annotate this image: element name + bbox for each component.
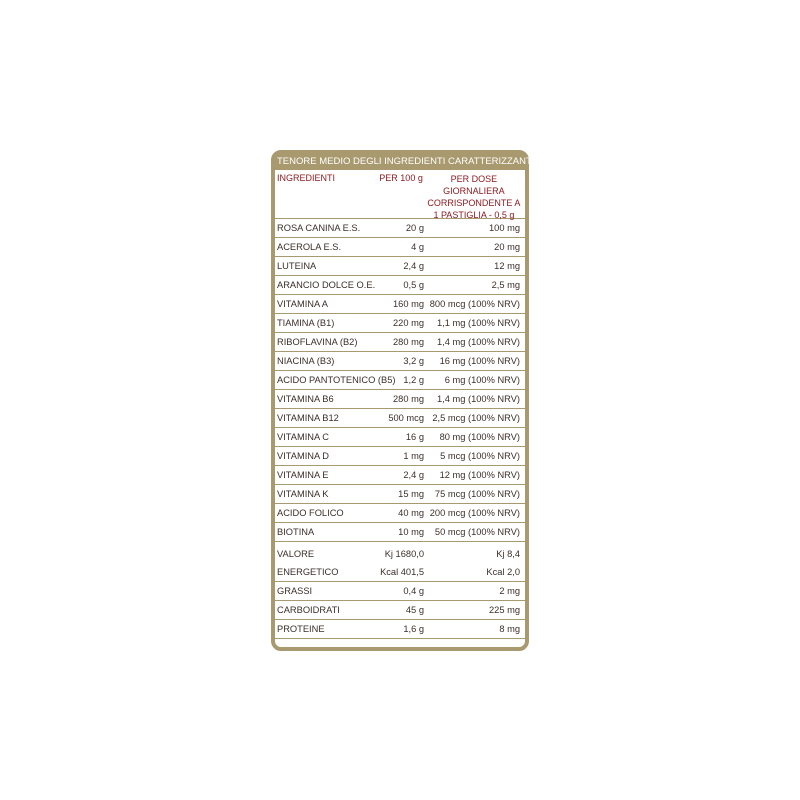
row-per100: 280 mg: [392, 394, 424, 404]
row-name: ACEROLA E.S.: [277, 242, 342, 252]
energy-rows: [275, 545, 525, 582]
row-per100: 3,2 g: [403, 356, 424, 366]
row-name: ARANCIO DOLCE O.E.: [277, 280, 376, 290]
row-dose: 75 mcg (100% NRV): [434, 489, 520, 499]
row-per100: 220 mg: [392, 318, 424, 328]
row-name: PROTEINE: [277, 624, 325, 634]
row-name: VITAMINA E: [277, 470, 329, 480]
row-name: ENERGETICO: [277, 567, 339, 577]
row-per100: 2,4 g: [403, 470, 424, 480]
table-row: [275, 219, 525, 238]
row-per100: 0,5 g: [403, 280, 424, 290]
row-dose: 50 mcg (100% NRV): [434, 527, 520, 537]
table-row: [275, 333, 525, 352]
row-name: CARBOIDRATI: [277, 605, 340, 615]
table-row: [275, 466, 525, 485]
table-row: [275, 257, 525, 276]
table-row: [275, 238, 525, 257]
table-row: [275, 447, 525, 466]
row-dose: 2,5 mcg (100% NRV): [432, 413, 520, 423]
row-per100: 160 mg: [392, 299, 424, 309]
row-dose: 2,5 mg: [491, 280, 520, 290]
row-dose: 12 mg: [494, 261, 520, 271]
ingredient-rows: [275, 219, 525, 542]
row-name: VITAMINA C: [277, 432, 329, 442]
row-dose: 8 mg: [499, 624, 520, 634]
row-per100: 1 mg: [403, 451, 424, 461]
row-per100: Kcal 401,5: [380, 567, 424, 577]
row-name: VITAMINA D: [277, 451, 329, 461]
table-row: [275, 390, 525, 409]
table-title: TENORE MEDIO DEGLI INGREDIENTI CARATTERIZZANTI: [275, 154, 525, 170]
table-row: [275, 620, 525, 639]
row-dose: Kj 8,4: [496, 549, 520, 559]
table-row: [275, 601, 525, 620]
table-row: [275, 504, 525, 523]
row-dose: 1,4 mg (100% NRV): [436, 337, 520, 347]
table-row: [275, 409, 525, 428]
row-per100: 16 g: [405, 432, 424, 442]
table-row: [275, 314, 525, 333]
row-dose: 20 mg: [494, 242, 520, 252]
row-name: VITAMINA B6: [277, 394, 334, 404]
row-per100: Kj 1680,0: [384, 549, 424, 559]
row-per100: 45 g: [405, 605, 424, 615]
row-per100: 15 mg: [398, 489, 424, 499]
row-per100: 40 mg: [398, 508, 424, 518]
table-row: [275, 428, 525, 447]
table-header: [275, 170, 525, 219]
table-row: [275, 352, 525, 371]
header-dose-line1: PER DOSE GIORNALIERA: [443, 174, 505, 196]
table-row: [275, 582, 525, 601]
header-dose: [423, 170, 525, 218]
header-dose-line3: 1 PASTIGLIA - 0,5 g: [433, 210, 515, 220]
table-row: [275, 545, 525, 563]
row-name: ROSA CANINA E.S.: [277, 223, 361, 233]
row-dose: 2 mg: [499, 586, 520, 596]
row-name: BIOTINA: [277, 527, 315, 537]
row-per100: 2,4 g: [403, 261, 424, 271]
row-per100: 1,6 g: [403, 624, 424, 634]
row-name: GRASSI: [277, 586, 313, 596]
row-name: VALORE: [277, 549, 315, 559]
nutrient-rows: [275, 582, 525, 639]
row-dose: 100 mg: [488, 223, 520, 233]
row-per100: 0,4 g: [403, 586, 424, 596]
row-dose: 6 mg (100% NRV): [444, 375, 520, 385]
row-name: RIBOFLAVINA (B2): [277, 337, 358, 347]
row-dose: 16 mg (100% NRV): [439, 356, 520, 366]
table-row: [275, 276, 525, 295]
row-dose: 225 mg: [488, 605, 520, 615]
header-per100: PER 100 g: [379, 173, 423, 183]
row-dose: 800 mcg (100% NRV): [429, 299, 520, 309]
nutrition-table: [271, 150, 535, 651]
row-name: NIACINA (B3): [277, 356, 335, 366]
table-row: [275, 295, 525, 314]
row-name: VITAMINA B12: [277, 413, 339, 423]
table-row: [275, 485, 525, 504]
header-dose-line2: CORRISPONDENTE A: [427, 198, 521, 208]
row-per100: 500 mcg: [388, 413, 424, 423]
row-name: ACIDO PANTOTENICO (B5): [277, 375, 396, 385]
row-dose: 12 mg (100% NRV): [439, 470, 520, 480]
row-dose: 200 mcg (100% NRV): [429, 508, 520, 518]
row-dose: 5 mcg (100% NRV): [440, 451, 520, 461]
row-per100: 10 mg: [398, 527, 424, 537]
row-per100: 280 mg: [392, 337, 424, 347]
row-dose: 80 mg (100% NRV): [439, 432, 520, 442]
row-name: VITAMINA K: [277, 489, 329, 499]
row-name: VITAMINA A: [277, 299, 328, 309]
row-dose: Kcal 2,0: [486, 567, 520, 577]
table-row: [275, 523, 525, 542]
row-dose: 1,1 mg (100% NRV): [436, 318, 520, 328]
row-per100: 4 g: [411, 242, 424, 252]
row-per100: 1,2 g: [403, 375, 424, 385]
table-row: [275, 563, 525, 582]
row-dose: 1,4 mg (100% NRV): [436, 394, 520, 404]
row-name: ACIDO FOLICO: [277, 508, 344, 518]
header-ingredients: INGREDIENTI: [277, 173, 336, 183]
row-name: TIAMINA (B1): [277, 318, 335, 328]
row-per100: 20 g: [405, 223, 424, 233]
table-row: [275, 371, 525, 390]
row-name: LUTEINA: [277, 261, 317, 271]
